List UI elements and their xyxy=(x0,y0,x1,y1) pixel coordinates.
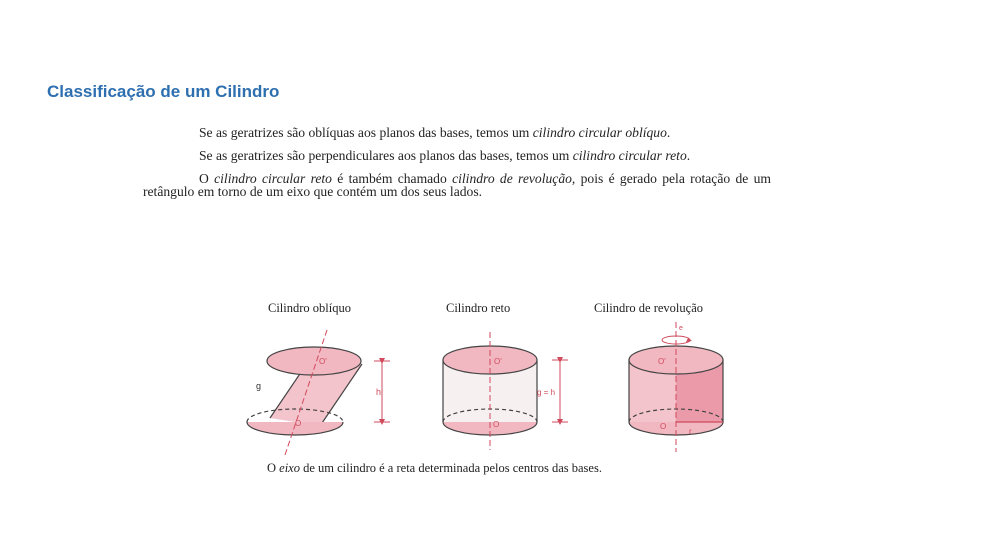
text: é também chamado xyxy=(331,171,453,186)
oblique-cylinder xyxy=(247,327,390,455)
text: O xyxy=(267,461,280,475)
mark-r: r xyxy=(689,427,692,436)
text-block xyxy=(143,126,771,208)
mark-o-top: O' xyxy=(658,357,666,366)
text: O xyxy=(199,171,215,186)
page-title: Classificação de um Cilindro xyxy=(47,82,280,101)
term-revolution: cilindro de revolução xyxy=(452,171,572,186)
text: . xyxy=(686,148,691,163)
paragraph-right xyxy=(143,149,771,162)
revolution-cylinder xyxy=(629,322,723,452)
oblique-top-base xyxy=(267,347,361,375)
term-axis: eixo xyxy=(279,461,300,475)
text: de um cilindro é a reta determinada pelos centros das bases. xyxy=(299,461,602,475)
paragraph-revolution xyxy=(143,172,771,198)
figure-caption xyxy=(267,461,602,476)
text: Se as geratrizes são oblíquas aos planos das bases, temos um xyxy=(199,125,533,140)
term-oblique: cilindro circular oblíquo xyxy=(532,125,667,140)
mark-g: g xyxy=(256,381,262,391)
mark-o-top: O' xyxy=(494,357,502,366)
label-right-cylinder: Cilindro reto xyxy=(446,301,511,315)
right-cylinder xyxy=(443,332,568,450)
text: , pois é gerado pela rotação de um retângulo em torno de um eixo que contém um dos seus lados. xyxy=(143,171,771,199)
mark-e: e xyxy=(679,325,683,332)
mark-o-bottom: O xyxy=(493,420,500,429)
paragraph-oblique xyxy=(143,126,771,139)
label-revolution-cylinder: Cilindro de revolução xyxy=(594,301,703,315)
mark-o-bottom: O xyxy=(660,422,667,431)
term-right: cilindro circular reto xyxy=(214,171,332,186)
mark-o-bottom: O xyxy=(295,419,302,428)
mark-g-eq-h: g = h xyxy=(537,388,556,397)
cylinders-drawing xyxy=(230,292,770,462)
label-oblique-cylinder: Cilindro oblíquo xyxy=(268,301,351,315)
term-right: cilindro circular reto xyxy=(572,148,687,163)
text: Se as geratrizes são perpendiculares aos planos das bases, temos um xyxy=(199,148,573,163)
text: . xyxy=(666,125,671,140)
mark-h: h xyxy=(376,387,382,397)
mark-o-top: O' xyxy=(319,357,327,366)
